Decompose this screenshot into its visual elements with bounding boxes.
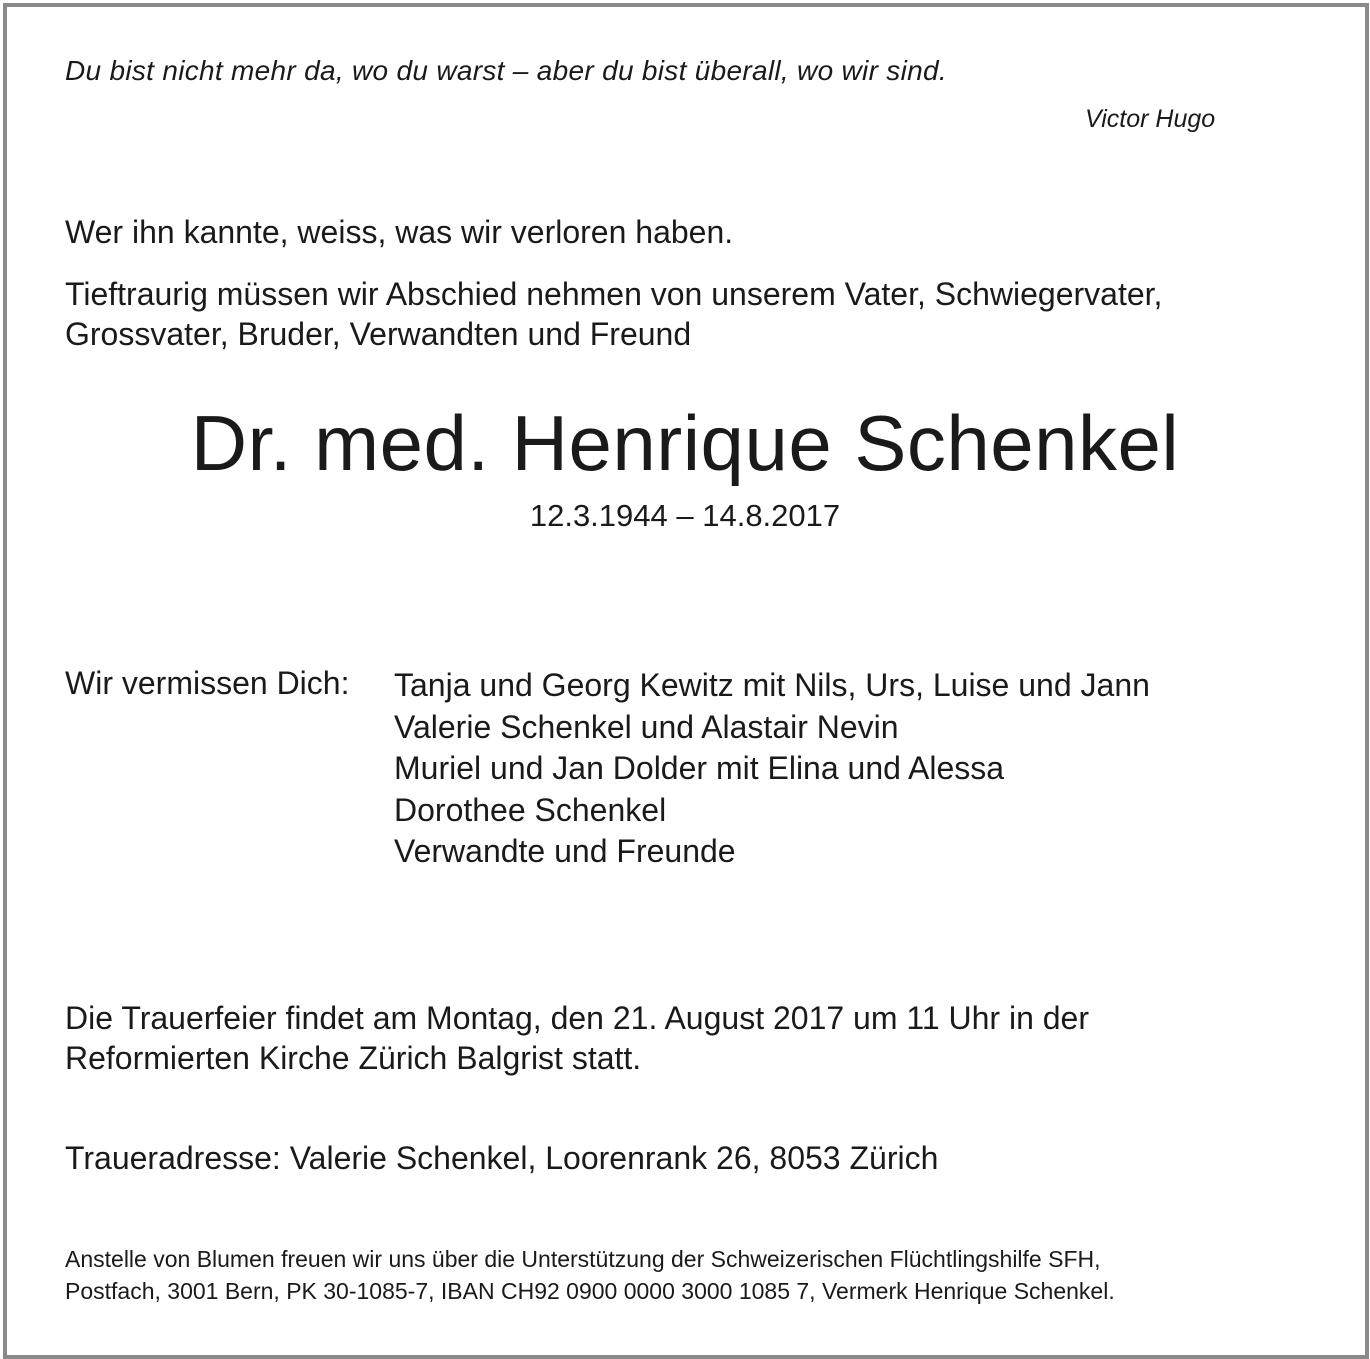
life-dates: 12.3.1944 – 14.8.2017	[529, 498, 841, 533]
donation-line: Postfach, 3001 Bern, PK 30-1085-7, IBAN CH92 0900 0000 3000 1085 7, Vermerk Henrique Schenkel.	[65, 1278, 1115, 1304]
epigraph-quote: Du bist nicht mehr da, wo du warst – aber du bist überall, wo wir sind.	[65, 55, 947, 86]
mourner-entry: Dorothee Schenkel	[394, 791, 667, 828]
mourner-entry: Valerie Schenkel und Alastair Nevin	[394, 708, 899, 745]
announcement	[65, 274, 1162, 354]
deceased-name: Dr. med. Henrique Schenkel	[190, 399, 1180, 487]
donation-line: Anstelle von Blumen freuen wir uns über die Unterstützung der Schweizerischen Flüchtlingshilfe SFH,	[65, 1246, 1101, 1272]
mourner-entry: Muriel und Jan Dolder mit Elina und Alessa	[394, 750, 1005, 786]
mourner-entry: Tanja und Georg Kewitz mit Nils, Urs, Luise und Jann	[394, 667, 1150, 703]
funeral-service-info	[65, 998, 1089, 1078]
mourner-entry: Verwandte und Freunde	[394, 833, 736, 869]
mourning-address: Traueradresse: Valerie Schenkel, Loorenrank 26, 8053 Zürich	[65, 1140, 939, 1176]
announcement-line: Grossvater, Bruder, Verwandten und Freund	[65, 316, 692, 352]
service-line: Reformierten Kirche Zürich Balgrist statt.	[65, 1040, 642, 1076]
epigraph-author: Victor Hugo	[1085, 105, 1216, 133]
announcement-line: Tieftraurig müssen wir Abschied nehmen von unserem Vater, Schwiegervater,	[65, 276, 1163, 312]
donation-note	[65, 1243, 1115, 1307]
intro-line: Wer ihn kannte, weiss, was wir verloren haben.	[65, 214, 734, 250]
mourners-list	[394, 665, 1150, 873]
service-line: Die Trauerfeier findet am Montag, den 21. August 2017 um 11 Uhr in der	[65, 1000, 1089, 1036]
mourners-label: Wir vermissen Dich:	[65, 665, 350, 701]
